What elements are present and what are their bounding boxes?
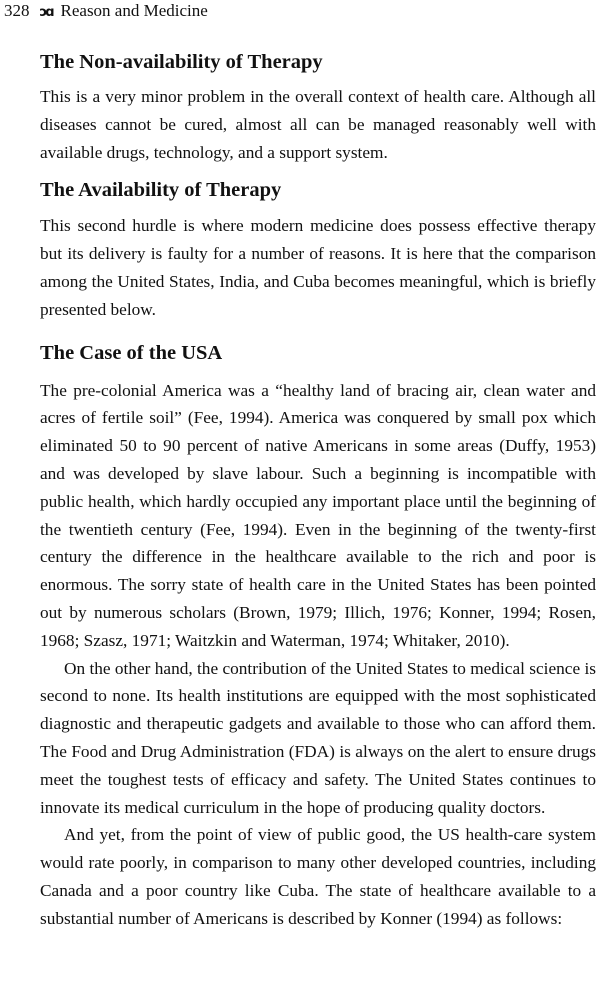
- paragraph: On the other hand, the contribution of the United States to medical science is second to none. Its health institutions are equipped with the most sophisticated diagnostic and therapeutic gadgets and available to those who can afford them. The Food and Drug Administration (FDA) is always on the alert to ensure drugs meet the toughest tests of efficacy and safety. The United States continues to innovate its medical curriculum in the hope of producing quality doctors.: [40, 658, 596, 817]
- page-body: [40, 40, 596, 933]
- section-heading-case-of-usa: The Case of the USA: [40, 341, 223, 364]
- paragraph: The pre-colonial America was a “healthy land of bracing air, clean water and acres of fertile soil” (Fee, 1994). America was conquered by small pox which eliminated 50 to 90 percent of native Americans in some areas (Duffy, 1953) and was developed by slave labour. Such a beginning is incompatible with public health, which hardly occupied any important place until the beginning of the twentieth century (Fee, 1994). Even in the beginning of the twenty-first century the difference in the healthcare available to the rich and poor is enormous. The sorry state of health care in the United States has been pointed out by numerous scholars (Brown, 1979; Illich, 1976; Konner, 1994; Rosen, 1968; Szasz, 1971; Waitzkin and Waterman, 1974; Whitaker, 2010).: [40, 380, 596, 650]
- paragraph: And yet, from the point of view of public good, the US health-care system would rate poorly, in comparison to many other developed countries, including Canada and a poor country like Cuba. The state of healthcare available to a substantial number of Americans is described by Konner (1994) as follows:: [40, 825, 596, 928]
- paragraph: This second hurdle is where modern medicine does possess effective therapy but its delivery is faulty for a number of reasons. It is here that the comparison among the United States, India, and Cuba becomes meaningful, which is briefly presented below.: [40, 216, 596, 319]
- page-number: 328: [4, 1, 30, 20]
- paragraph: This is a very minor problem in the overall context of health care. Although all diseases cannot be cured, almost all can be managed reasonably well with available drugs, technology, and a support system.: [40, 87, 596, 162]
- section-heading-non-availability: The Non-availability of Therapy: [40, 51, 323, 73]
- ornament-glyph: ɔɑ: [39, 5, 53, 20]
- section-heading-availability: The Availability of Therapy: [40, 179, 282, 202]
- running-head: [4, 0, 208, 24]
- book-title: Reason and Medicine: [60, 1, 208, 20]
